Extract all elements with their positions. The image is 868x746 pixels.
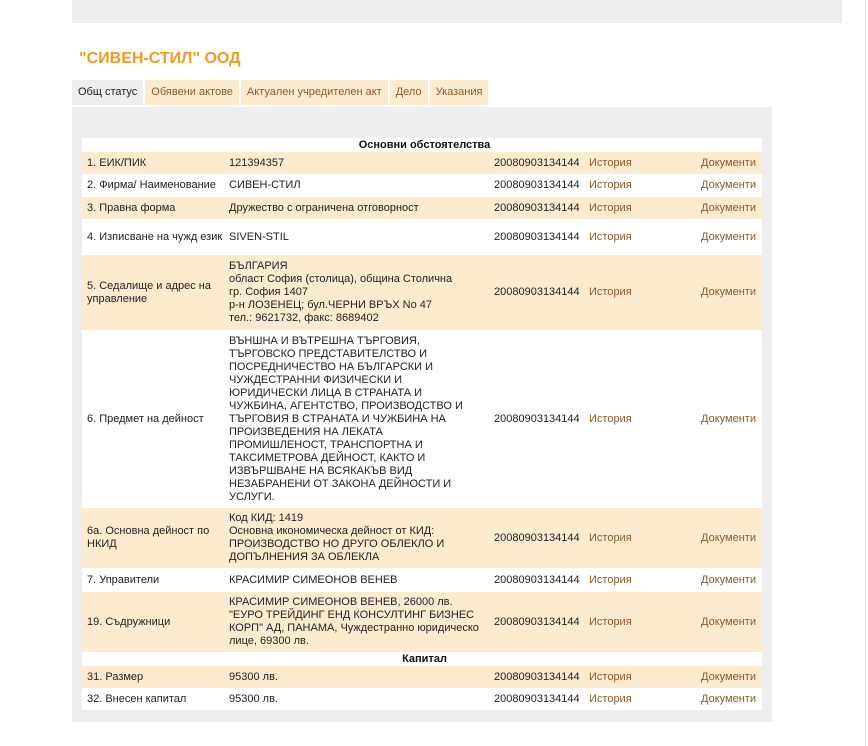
history-link[interactable]: История xyxy=(589,156,632,169)
tab-instructions[interactable]: Указания xyxy=(430,80,489,105)
documents-cell xyxy=(654,255,762,330)
value-line: ЧУЖБИНА, АГЕНТСТВО, ПРОИЗВОДСТВО И xyxy=(229,399,463,412)
history-cell xyxy=(584,197,654,219)
page-edge-divider xyxy=(865,0,866,746)
row-value xyxy=(224,197,489,219)
history-cell xyxy=(584,219,654,255)
section-main-circumstances xyxy=(82,138,762,152)
documents-cell xyxy=(654,688,762,710)
row-value xyxy=(224,219,489,255)
value-line: ТЪРГОВСКО ПРЕДСТАВИТЕЛСТВО И xyxy=(229,347,428,360)
company-title: "СИВЕН-СТИЛ" ООД xyxy=(79,50,241,67)
value-line: Основна икономическа дейност от КИД: xyxy=(229,525,435,537)
documents-cell xyxy=(654,197,762,219)
table-row xyxy=(82,688,762,710)
value-line: тел.: 9621732, факс: 8689402 xyxy=(229,312,379,324)
value-line: ТАКСИМЕТРОВА ДЕЙНОСТ, КАКТО И xyxy=(229,451,426,464)
value-line: ПРОМИШЛЕНОСТ, ТРАНСПОРТНА И xyxy=(229,438,423,451)
value-line: ТЪРГОВИЯ В СТРАНАТА И ЧУЖБИНА НА xyxy=(229,412,446,425)
history-link[interactable]: История xyxy=(589,531,632,544)
table-row xyxy=(82,666,762,688)
section-title: Капитал xyxy=(82,652,762,666)
value-line: област София (столица), община Столична xyxy=(229,273,453,285)
value-line: КОРП" АД, ПАНАМА, Чуждестранно юридическо xyxy=(229,622,479,634)
history-cell xyxy=(584,508,654,568)
value-line: ЧУЖДЕСТРАННИ ФИЗИЧЕСКИ И xyxy=(229,373,403,386)
top-header-bar xyxy=(72,0,842,23)
tab-announced-acts[interactable]: Обявени актове xyxy=(145,80,239,105)
documents-link[interactable]: Документи xyxy=(701,412,756,425)
documents-cell xyxy=(654,152,762,174)
row-value xyxy=(224,508,489,568)
documents-link[interactable]: Документи xyxy=(701,286,756,298)
row-label: 3. Правна форма xyxy=(82,197,224,219)
table-row xyxy=(82,152,762,174)
row-date: 20080903134144 xyxy=(489,330,584,508)
row-label: 6. Предмет на дейност xyxy=(82,330,224,508)
row-date: 20080903134144 xyxy=(489,666,584,688)
row-label: 4. Изписване на чужд език xyxy=(82,219,224,255)
row-date: 20080903134144 xyxy=(489,568,584,592)
history-cell xyxy=(584,592,654,652)
history-link[interactable]: История xyxy=(589,179,632,191)
row-label: 32. Внесен капитал xyxy=(82,688,224,710)
tab-case[interactable]: Дело xyxy=(390,80,428,105)
section-title: Основни обстоятелства xyxy=(82,138,762,152)
row-label: 19. Съдружници xyxy=(82,592,224,652)
documents-cell xyxy=(654,666,762,688)
documents-cell xyxy=(654,174,762,197)
row-date: 20080903134144 xyxy=(489,174,584,197)
row-value xyxy=(224,666,489,688)
history-cell xyxy=(584,568,654,592)
table-row xyxy=(82,219,762,255)
documents-link[interactable]: Документи xyxy=(701,156,756,169)
value-line: ДОПЪЛНЕНИЯ ЗА ОБЛЕКЛА xyxy=(229,551,380,563)
history-link[interactable]: История xyxy=(589,670,632,683)
value-line: БЪЛГАРИЯ xyxy=(229,260,288,272)
circumstances-table xyxy=(82,138,762,710)
row-date: 20080903134144 xyxy=(489,688,584,710)
row-label: 1. ЕИК/ПИК xyxy=(82,152,224,174)
documents-cell xyxy=(654,219,762,255)
history-cell xyxy=(584,152,654,174)
tab-bar xyxy=(72,80,490,105)
row-value xyxy=(224,255,489,330)
history-cell xyxy=(584,666,654,688)
value-line: НЕЗАБРАНЕНИ ОТ ЗАКОНА ДЕЙНОСТИ И xyxy=(229,477,452,490)
value-line: ВЪНШНА И ВЪТРЕШНА ТЪРГОВИЯ, xyxy=(229,334,420,347)
row-label: 7. Управители xyxy=(82,568,224,592)
table-row xyxy=(82,197,762,219)
table-row xyxy=(82,255,762,330)
documents-link[interactable]: Документи xyxy=(701,531,756,544)
row-value xyxy=(224,592,489,652)
row-value xyxy=(224,174,489,197)
documents-link[interactable]: Документи xyxy=(701,670,756,683)
documents-cell xyxy=(654,508,762,568)
value-line: ИЗВЪРШВАНЕ НА ВСЯКАКЪВ ВИД xyxy=(229,464,413,477)
row-label: 2. Фирма/ Наименование xyxy=(82,174,224,197)
table-row xyxy=(82,330,762,508)
table-row xyxy=(82,508,762,568)
history-link[interactable]: История xyxy=(589,230,632,243)
documents-link[interactable]: Документи xyxy=(701,201,756,214)
documents-link[interactable]: Документи xyxy=(701,615,756,628)
history-cell xyxy=(584,255,654,330)
value-line: р-н ЛОЗЕНЕЦ; бул.ЧЕРНИ ВРЪХ No 47 xyxy=(229,299,433,311)
row-date: 20080903134144 xyxy=(489,197,584,219)
tab-general-status[interactable]: Общ статус xyxy=(72,80,143,105)
row-date: 20080903134144 xyxy=(489,592,584,652)
row-label: 5. Седалище и адрес на управление xyxy=(82,255,224,330)
documents-cell xyxy=(654,330,762,508)
row-label: 31. Размер xyxy=(82,666,224,688)
documents-link[interactable]: Документи xyxy=(701,573,756,586)
history-link[interactable]: История xyxy=(589,615,632,628)
value-line: ПОСРЕДНИЧЕСТВО НА БЪЛГАРСКИ И xyxy=(229,360,434,373)
value-line: 95300 лв. xyxy=(229,692,278,705)
documents-link[interactable]: Документи xyxy=(701,230,756,243)
row-value xyxy=(224,152,489,174)
table-row xyxy=(82,592,762,652)
history-cell xyxy=(584,688,654,710)
documents-link[interactable]: Документи xyxy=(701,692,756,705)
history-link[interactable]: История xyxy=(589,201,632,214)
history-link[interactable]: История xyxy=(589,412,632,425)
documents-cell xyxy=(654,568,762,592)
row-date: 20080903134144 xyxy=(489,219,584,255)
value-line: 95300 лв. xyxy=(229,670,278,683)
history-cell xyxy=(584,174,654,197)
row-date: 20080903134144 xyxy=(489,255,584,330)
status-panel xyxy=(72,107,772,722)
value-line: КРАСИМИР СИМЕОНОВ ВЕНЕВ, 26000 лв. xyxy=(229,596,453,608)
row-value xyxy=(224,688,489,710)
value-line: "ЕУРО ТРЕЙДИНГ ЕНД КОНСУЛТИНГ БИЗНЕС xyxy=(229,609,475,621)
value-line: лице, 69300 лв. xyxy=(229,635,309,647)
row-date: 20080903134144 xyxy=(489,152,584,174)
documents-link[interactable]: Документи xyxy=(701,179,756,191)
documents-cell xyxy=(654,592,762,652)
table-row xyxy=(82,568,762,592)
value-line: ПРОИЗВОДСТВО НО ДРУГО ОБЛЕКЛО И xyxy=(229,538,445,550)
row-value xyxy=(224,330,489,508)
history-link[interactable]: История xyxy=(589,692,632,705)
tab-current-founding-act[interactable]: Актуален учредителен акт xyxy=(241,80,388,105)
value-line: СИВЕН-СТИЛ xyxy=(229,179,301,191)
history-link[interactable]: История xyxy=(589,573,632,586)
value-line: 121394357 xyxy=(229,156,285,169)
table-row xyxy=(82,174,762,197)
row-date: 20080903134144 xyxy=(489,508,584,568)
value-line: Дружество с ограничена отговорност xyxy=(229,201,419,214)
value-line: ЮРИДИЧЕСКИ ЛИЦА В СТРАНАТА И xyxy=(229,386,423,399)
value-line: УСЛУГИ. xyxy=(229,490,275,503)
value-line: гр. София 1407 xyxy=(229,286,308,298)
value-line: ПРОИЗВЕДЕНИЯ НА ЛЕКАТА xyxy=(229,425,383,438)
value-line: SIVEN-STIL xyxy=(229,230,289,243)
value-line: Код КИД: 1419 xyxy=(229,512,304,524)
row-value xyxy=(224,568,489,592)
section-capital xyxy=(82,652,762,666)
value-line: КРАСИМИР СИМЕОНОВ ВЕНЕВ xyxy=(229,573,398,586)
row-label: 6а. Основна дейност по НКИД xyxy=(82,508,224,568)
history-link[interactable]: История xyxy=(589,286,632,298)
history-cell xyxy=(584,330,654,508)
